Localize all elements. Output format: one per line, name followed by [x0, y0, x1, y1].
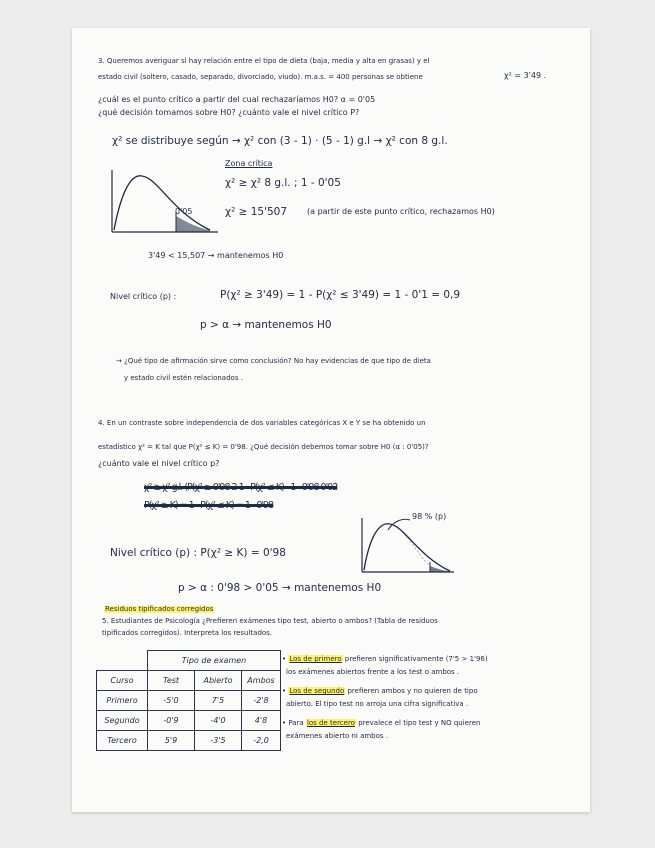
q3-distribution: χ² se distribuye según → χ² con (3 - 1) · (5 - 1) g.l → χ² con 8 g.l.	[112, 135, 448, 147]
table-cell: 4'8	[242, 711, 281, 731]
q5-highlight-primero: Los de primero	[289, 655, 342, 663]
table-group-header: Tipo de examen	[148, 651, 281, 671]
table-header-curso: Curso	[97, 671, 148, 691]
table-cell: -4'0	[195, 711, 242, 731]
q5-bullet-3-line2: exámenes abierto ni ambos .	[286, 732, 389, 740]
q5-highlight-segundo: Los de segundo	[289, 687, 345, 695]
q3-chi-observed: χ² = 3'49 .	[504, 71, 547, 80]
q3-chi-square-curve	[110, 168, 220, 238]
table-cell: -5'0	[148, 691, 195, 711]
q3-nivel-label: Nivel crítico (p) :	[110, 292, 177, 301]
table-header-abierto: Abierto	[195, 671, 242, 691]
q3-curve-label: 0'05	[175, 207, 193, 216]
q4-crossed-out-line2: P(χ² ≥ K) = 1 - P(χ² ≤ K) = 1 - 0'98	[144, 500, 274, 511]
q4-statement-line2: estadístico χ² = K tal que P(χ² ≤ K) = 0'98. ¿Qué decisión debemos tomar sobre H0 (α : 0'05)?	[98, 443, 429, 451]
q4-nivel-critico: Nivel crítico (p) : P(χ² ≥ K) = 0'98	[110, 547, 286, 559]
q3-statement-line1: 3. Queremos averiguar si hay relación entre el tipo de dieta (baja, media y alta en grasas) y el	[98, 57, 430, 65]
q3-conclusion-line2: y estado civil estén relacionados .	[124, 374, 243, 382]
table-row	[97, 731, 281, 751]
table-cell: Tercero	[97, 731, 148, 751]
q3-zona-critica-title: Zona crítica	[225, 159, 273, 168]
q3-question-critical-point: ¿cuál es el punto crítico a partir del cual rechazaríamos H0? α = 0'05	[98, 95, 376, 104]
q3-zona-line1: χ² ≥ χ² 8 g.l. ; 1 - 0'05	[225, 177, 341, 189]
table-row	[97, 711, 281, 731]
q3-zona-note: (a partir de este punto crítico, rechazamos H0)	[307, 207, 495, 216]
table-cell: 5'9	[148, 731, 195, 751]
residuals-table	[96, 650, 281, 751]
table-cell: 7'5	[195, 691, 242, 711]
table-cell: -0'9	[148, 711, 195, 731]
q4-statement-line3: ¿cuánto vale el nivel crítico p?	[98, 459, 220, 468]
q3-comparison: 3'49 < 15,507 → mantenemos H0	[148, 251, 284, 260]
table-cell: Primero	[97, 691, 148, 711]
q5-statement-line2: tipificados corregidos). Interpreta los resultados.	[102, 629, 273, 637]
q5-highlight-tercero: los de tercero	[306, 719, 355, 727]
q3-zona-line2: χ² ≥ 15'507	[225, 206, 288, 218]
q5-bullet-3-line1: • Para los de tercero prevalece el tipo test y NO quieren	[282, 719, 481, 727]
q3-question-decision: ¿qué decisión tomamos sobre H0? ¿cuánto vale el nivel crítico P?	[98, 108, 360, 117]
table-row	[97, 691, 281, 711]
q5-statement-line1: 5. Estudiantes de Psicología ¿Prefieren exámenes tipo test, abierto o ambos? (Tabla de residuos	[102, 617, 438, 625]
q3-nivel-expression: P(χ² ≥ 3'49) = 1 - P(χ² ≤ 3'49) = 1 - 0'1 = 0,9	[220, 289, 461, 301]
table-cell: -2'8	[242, 691, 281, 711]
q3-conclusion-line1: → ¿Qué tipo de afirmación sirve como conclusión? No hay evidencias de que tipo de dieta	[116, 357, 431, 365]
q3-p-decision: p > α → mantenemos H0	[200, 319, 332, 331]
q4-statement-line1: 4. En un contraste sobre independencia de dos variables categóricas X e Y se ha obtenido un	[98, 419, 426, 427]
q4-chi-square-curve	[358, 516, 458, 578]
paper-sheet	[72, 28, 590, 812]
table-cell: -2,0	[242, 731, 281, 751]
table-header-ambos: Ambos	[242, 671, 281, 691]
q5-bullet-1-line2: los exámenes abiertos frente a los test o ambos .	[286, 668, 460, 676]
table-cell: -3'5	[195, 731, 242, 751]
q4-crossed-out-line1: χ² ≥ χ² g.l. (P(χ² ≥ 0'98 2 1 - P(χ² ≤ K) - 1 - 0'98 0'02	[144, 482, 338, 493]
q4-decision: p > α : 0'98 > 0'05 → mantenemos H0	[178, 582, 382, 594]
q5-bullet-2-line2: abierto. El tipo test no arroja una cifra significativa .	[286, 700, 469, 708]
q5-bullet-2-line1: • Los de segundo prefieren ambos y no quieren de tipo	[282, 687, 478, 695]
table-cell: Segundo	[97, 711, 148, 731]
table-header-test: Test	[148, 671, 195, 691]
q5-bullet-1-line1: • Los de primero prefieren significativamente (7'5 > 1'96)	[282, 655, 488, 663]
q3-statement-line2: estado civil (soltero, casado, separado, divorciado, viudo). m.a.s. = 400 personas se obtiene	[98, 73, 423, 81]
q5-heading-highlighted: Residuos tipificados corregidos	[105, 605, 214, 613]
q4-curve-label: 98 % (p)	[412, 512, 447, 521]
